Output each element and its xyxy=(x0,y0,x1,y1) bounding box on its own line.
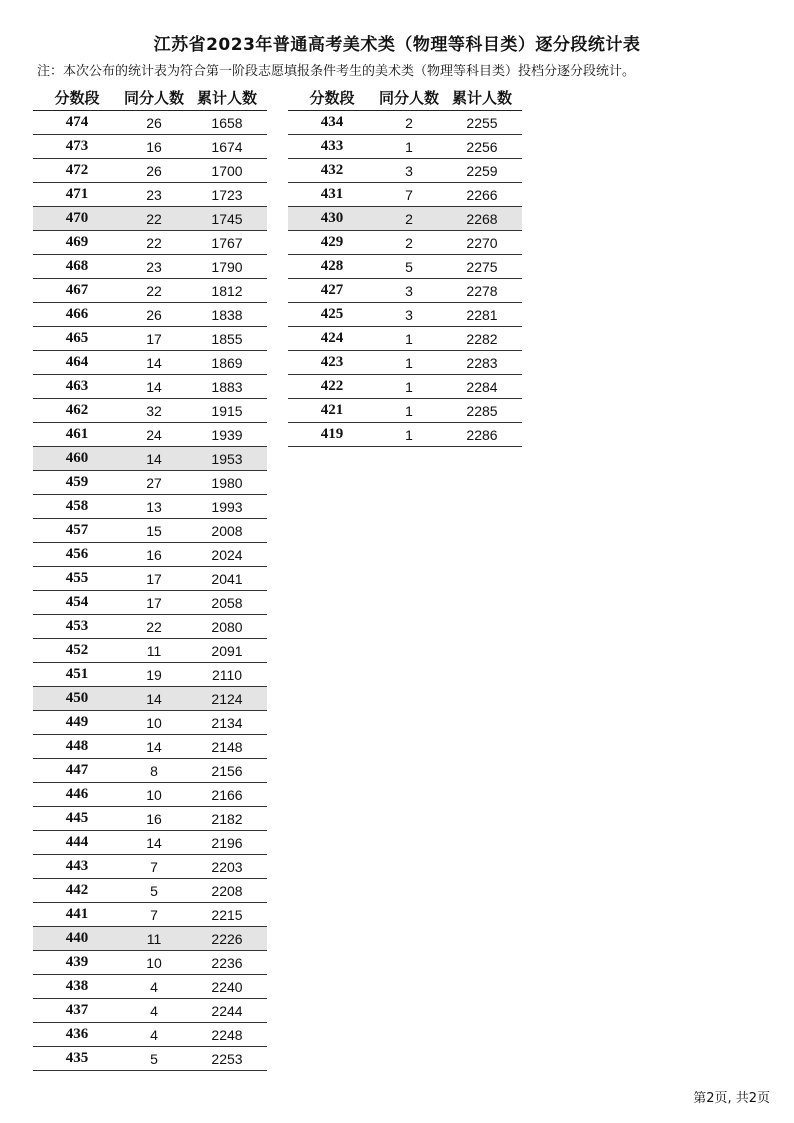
score-cell: 424 xyxy=(288,327,376,351)
cumulative-cell: 1883 xyxy=(187,375,267,399)
cumulative-cell: 2255 xyxy=(442,111,522,135)
same-count-cell: 17 xyxy=(121,567,187,591)
table-row xyxy=(33,375,267,399)
score-cell: 445 xyxy=(33,807,121,831)
table-row xyxy=(288,327,522,351)
same-count-cell: 3 xyxy=(376,159,442,183)
cumulative-cell: 2253 xyxy=(187,1047,267,1071)
score-cell: 422 xyxy=(288,375,376,399)
same-count-cell: 11 xyxy=(121,639,187,663)
score-cell: 448 xyxy=(33,735,121,759)
cumulative-cell: 2259 xyxy=(442,159,522,183)
same-count-cell: 1 xyxy=(376,375,442,399)
table-row xyxy=(33,207,267,231)
same-count-cell: 10 xyxy=(121,783,187,807)
cumulative-cell: 2248 xyxy=(187,1023,267,1047)
cumulative-cell: 2041 xyxy=(187,567,267,591)
table-row xyxy=(33,831,267,855)
same-count-cell: 16 xyxy=(121,135,187,159)
table-row xyxy=(33,327,267,351)
score-cell: 452 xyxy=(33,639,121,663)
same-count-cell: 22 xyxy=(121,231,187,255)
score-table-left xyxy=(33,84,267,1071)
same-count-cell: 14 xyxy=(121,831,187,855)
same-count-cell: 15 xyxy=(121,519,187,543)
same-count-cell: 5 xyxy=(121,1047,187,1071)
score-cell: 467 xyxy=(33,279,121,303)
table-row xyxy=(33,183,267,207)
same-count-cell: 22 xyxy=(121,615,187,639)
score-cell: 438 xyxy=(33,975,121,999)
score-cell: 428 xyxy=(288,255,376,279)
cumulative-cell: 2091 xyxy=(187,639,267,663)
table-row xyxy=(33,495,267,519)
score-cell: 460 xyxy=(33,447,121,471)
same-count-cell: 1 xyxy=(376,135,442,159)
score-cell: 437 xyxy=(33,999,121,1023)
table-row xyxy=(33,303,267,327)
cumulative-cell: 2110 xyxy=(187,663,267,687)
score-cell: 441 xyxy=(33,903,121,927)
same-count-cell: 23 xyxy=(121,183,187,207)
score-cell: 473 xyxy=(33,135,121,159)
same-count-cell: 16 xyxy=(121,807,187,831)
table-row xyxy=(33,543,267,567)
score-cell: 465 xyxy=(33,327,121,351)
cumulative-cell: 2275 xyxy=(442,255,522,279)
same-count-cell: 13 xyxy=(121,495,187,519)
same-count-cell: 1 xyxy=(376,327,442,351)
score-cell: 433 xyxy=(288,135,376,159)
same-count-cell: 10 xyxy=(121,951,187,975)
score-cell: 472 xyxy=(33,159,121,183)
cumulative-cell: 1838 xyxy=(187,303,267,327)
cumulative-cell: 1915 xyxy=(187,399,267,423)
score-cell: 425 xyxy=(288,303,376,327)
score-table-right xyxy=(288,84,522,447)
table-row xyxy=(33,807,267,831)
same-count-cell: 5 xyxy=(121,879,187,903)
same-count-cell: 1 xyxy=(376,399,442,423)
score-cell: 427 xyxy=(288,279,376,303)
cumulative-cell: 2283 xyxy=(442,351,522,375)
cumulative-cell: 2196 xyxy=(187,831,267,855)
score-cell: 447 xyxy=(33,759,121,783)
table-note: 注：本次公布的统计表为符合第一阶段志愿填报条件考生的美术类（物理等科目类）投档分逐分段统计。 xyxy=(37,64,636,79)
same-count-cell: 4 xyxy=(121,1023,187,1047)
same-count-cell: 26 xyxy=(121,159,187,183)
cumulative-cell: 1674 xyxy=(187,135,267,159)
score-cell: 430 xyxy=(288,207,376,231)
cumulative-cell: 2282 xyxy=(442,327,522,351)
cumulative-cell: 2278 xyxy=(442,279,522,303)
table-row xyxy=(33,231,267,255)
table-row xyxy=(33,351,267,375)
page-title: 江苏省2023年普通高考美术类（物理等科目类）逐分段统计表 xyxy=(153,35,641,55)
header-same-count: 同分人数 xyxy=(376,84,442,111)
cumulative-cell: 1993 xyxy=(187,495,267,519)
same-count-cell: 11 xyxy=(121,927,187,951)
score-cell: 421 xyxy=(288,399,376,423)
same-count-cell: 2 xyxy=(376,231,442,255)
score-cell: 454 xyxy=(33,591,121,615)
score-cell: 442 xyxy=(33,879,121,903)
table-row xyxy=(288,303,522,327)
cumulative-cell: 1980 xyxy=(187,471,267,495)
score-cell: 419 xyxy=(288,423,376,447)
score-cell: 459 xyxy=(33,471,121,495)
table-header-row xyxy=(33,84,267,111)
cumulative-cell: 2124 xyxy=(187,687,267,711)
table-row xyxy=(33,519,267,543)
same-count-cell: 14 xyxy=(121,375,187,399)
table-row xyxy=(33,279,267,303)
cumulative-cell: 1658 xyxy=(187,111,267,135)
cumulative-cell: 2256 xyxy=(442,135,522,159)
same-count-cell: 16 xyxy=(121,543,187,567)
same-count-cell: 7 xyxy=(376,183,442,207)
cumulative-cell: 1767 xyxy=(187,231,267,255)
same-count-cell: 3 xyxy=(376,303,442,327)
score-cell: 469 xyxy=(33,231,121,255)
same-count-cell: 2 xyxy=(376,207,442,231)
score-cell: 423 xyxy=(288,351,376,375)
header-score: 分数段 xyxy=(33,84,121,111)
score-cell: 461 xyxy=(33,423,121,447)
cumulative-cell: 2236 xyxy=(187,951,267,975)
table-row xyxy=(33,1047,267,1071)
cumulative-cell: 2058 xyxy=(187,591,267,615)
table-row xyxy=(33,591,267,615)
table-row xyxy=(33,255,267,279)
same-count-cell: 14 xyxy=(121,687,187,711)
table-row xyxy=(288,231,522,255)
score-cell: 436 xyxy=(33,1023,121,1047)
cumulative-cell: 2208 xyxy=(187,879,267,903)
cumulative-cell: 2080 xyxy=(187,615,267,639)
score-cell: 440 xyxy=(33,927,121,951)
header-cumulative: 累计人数 xyxy=(442,84,522,111)
same-count-cell: 14 xyxy=(121,351,187,375)
table-row xyxy=(33,615,267,639)
same-count-cell: 8 xyxy=(121,759,187,783)
cumulative-cell: 2285 xyxy=(442,399,522,423)
header-same-count: 同分人数 xyxy=(121,84,187,111)
table-row xyxy=(33,663,267,687)
table-row xyxy=(33,423,267,447)
table-row xyxy=(288,159,522,183)
same-count-cell: 1 xyxy=(376,351,442,375)
same-count-cell: 4 xyxy=(121,975,187,999)
same-count-cell: 5 xyxy=(376,255,442,279)
table-row xyxy=(33,567,267,591)
cumulative-cell: 1812 xyxy=(187,279,267,303)
score-cell: 450 xyxy=(33,687,121,711)
table-row xyxy=(288,135,522,159)
same-count-cell: 1 xyxy=(376,423,442,447)
same-count-cell: 14 xyxy=(121,447,187,471)
cumulative-cell: 2268 xyxy=(442,207,522,231)
table-row xyxy=(33,999,267,1023)
same-count-cell: 24 xyxy=(121,423,187,447)
score-cell: 431 xyxy=(288,183,376,207)
cumulative-cell: 1953 xyxy=(187,447,267,471)
page-number: 第2页, 共2页 xyxy=(693,1091,770,1106)
cumulative-cell: 2284 xyxy=(442,375,522,399)
table-row xyxy=(33,159,267,183)
same-count-cell: 26 xyxy=(121,303,187,327)
table-row xyxy=(33,951,267,975)
score-cell: 456 xyxy=(33,543,121,567)
cumulative-cell: 2148 xyxy=(187,735,267,759)
score-cell: 446 xyxy=(33,783,121,807)
table-row xyxy=(288,207,522,231)
table-row xyxy=(33,759,267,783)
score-cell: 466 xyxy=(33,303,121,327)
score-cell: 463 xyxy=(33,375,121,399)
table-row xyxy=(33,135,267,159)
cumulative-cell: 1939 xyxy=(187,423,267,447)
score-cell: 474 xyxy=(33,111,121,135)
score-cell: 429 xyxy=(288,231,376,255)
table-row xyxy=(33,111,267,135)
cumulative-cell: 2226 xyxy=(187,927,267,951)
same-count-cell: 14 xyxy=(121,735,187,759)
cumulative-cell: 2244 xyxy=(187,999,267,1023)
table-row xyxy=(288,375,522,399)
score-cell: 439 xyxy=(33,951,121,975)
same-count-cell: 19 xyxy=(121,663,187,687)
header-cumulative: 累计人数 xyxy=(187,84,267,111)
score-cell: 464 xyxy=(33,351,121,375)
table-row xyxy=(33,399,267,423)
table-row xyxy=(33,1023,267,1047)
same-count-cell: 26 xyxy=(121,111,187,135)
table-row xyxy=(33,735,267,759)
table-row xyxy=(288,399,522,423)
cumulative-cell: 2156 xyxy=(187,759,267,783)
score-cell: 444 xyxy=(33,831,121,855)
same-count-cell: 4 xyxy=(121,999,187,1023)
score-cell: 468 xyxy=(33,255,121,279)
same-count-cell: 7 xyxy=(121,855,187,879)
score-cell: 471 xyxy=(33,183,121,207)
cumulative-cell: 1869 xyxy=(187,351,267,375)
table-row xyxy=(33,471,267,495)
same-count-cell: 22 xyxy=(121,207,187,231)
same-count-cell: 32 xyxy=(121,399,187,423)
table-header-row xyxy=(288,84,522,111)
same-count-cell: 7 xyxy=(121,903,187,927)
score-cell: 462 xyxy=(33,399,121,423)
cumulative-cell: 1700 xyxy=(187,159,267,183)
same-count-cell: 10 xyxy=(121,711,187,735)
same-count-cell: 22 xyxy=(121,279,187,303)
cumulative-cell: 2270 xyxy=(442,231,522,255)
header-score: 分数段 xyxy=(288,84,376,111)
score-cell: 432 xyxy=(288,159,376,183)
cumulative-cell: 2286 xyxy=(442,423,522,447)
table-row xyxy=(33,711,267,735)
table-row xyxy=(33,783,267,807)
table-row xyxy=(33,903,267,927)
same-count-cell: 3 xyxy=(376,279,442,303)
score-cell: 435 xyxy=(33,1047,121,1071)
table-row xyxy=(33,687,267,711)
cumulative-cell: 2166 xyxy=(187,783,267,807)
table-row xyxy=(288,111,522,135)
table-row xyxy=(33,639,267,663)
score-cell: 453 xyxy=(33,615,121,639)
same-count-cell: 17 xyxy=(121,327,187,351)
score-cell: 434 xyxy=(288,111,376,135)
same-count-cell: 17 xyxy=(121,591,187,615)
score-cell: 457 xyxy=(33,519,121,543)
score-cell: 451 xyxy=(33,663,121,687)
cumulative-cell: 2281 xyxy=(442,303,522,327)
table-row xyxy=(33,975,267,999)
cumulative-cell: 1723 xyxy=(187,183,267,207)
table-row xyxy=(33,855,267,879)
table-row xyxy=(33,447,267,471)
table-row xyxy=(33,927,267,951)
cumulative-cell: 2134 xyxy=(187,711,267,735)
score-cell: 458 xyxy=(33,495,121,519)
same-count-cell: 2 xyxy=(376,111,442,135)
cumulative-cell: 2024 xyxy=(187,543,267,567)
cumulative-cell: 2240 xyxy=(187,975,267,999)
score-cell: 449 xyxy=(33,711,121,735)
table-row xyxy=(288,255,522,279)
cumulative-cell: 2008 xyxy=(187,519,267,543)
cumulative-cell: 2266 xyxy=(442,183,522,207)
score-cell: 443 xyxy=(33,855,121,879)
score-cell: 470 xyxy=(33,207,121,231)
cumulative-cell: 1855 xyxy=(187,327,267,351)
table-row xyxy=(288,423,522,447)
cumulative-cell: 2215 xyxy=(187,903,267,927)
same-count-cell: 27 xyxy=(121,471,187,495)
table-row xyxy=(288,351,522,375)
table-row xyxy=(288,183,522,207)
score-cell: 455 xyxy=(33,567,121,591)
cumulative-cell: 1790 xyxy=(187,255,267,279)
cumulative-cell: 2182 xyxy=(187,807,267,831)
cumulative-cell: 2203 xyxy=(187,855,267,879)
cumulative-cell: 1745 xyxy=(187,207,267,231)
table-row xyxy=(288,279,522,303)
same-count-cell: 23 xyxy=(121,255,187,279)
table-row xyxy=(33,879,267,903)
